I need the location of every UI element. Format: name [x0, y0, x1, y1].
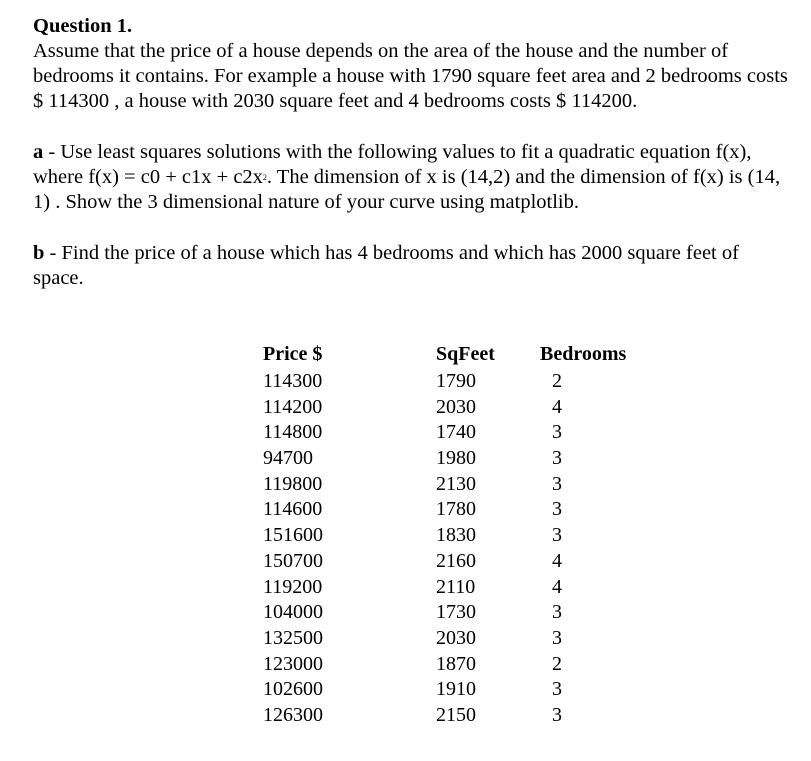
table-body: [263, 370, 650, 730]
house-data-table: [263, 343, 650, 730]
table-row: [263, 524, 650, 550]
sqfeet-cell: 2130: [436, 472, 476, 495]
table-row: [263, 550, 650, 576]
part-a-text-end: . The dimension of x is (14,2) and the dimension of f(x) is (14, 1) . Show the 3 dimensional nature of your curve using matplotlib.: [33, 166, 781, 213]
part-b-letter: b: [33, 242, 45, 264]
price-cell: 114800: [263, 421, 323, 444]
part-a-exponent: 2: [262, 173, 267, 182]
table-row: [263, 396, 650, 422]
bedrooms-cell: 3: [552, 703, 562, 726]
price-cell: 151600: [263, 524, 323, 547]
price-cell: 114600: [263, 498, 323, 521]
part-a: [33, 140, 793, 215]
bedrooms-cell: 3: [552, 421, 562, 444]
price-cell: 132500: [263, 626, 323, 649]
table-row: [263, 678, 650, 704]
bedrooms-cell: 4: [552, 575, 562, 598]
header-bedrooms: Bedrooms: [540, 343, 627, 365]
price-cell: 119200: [263, 575, 323, 598]
table-row: [263, 473, 650, 499]
sqfeet-cell: 1870: [436, 652, 476, 675]
price-cell: 123000: [263, 652, 323, 675]
sqfeet-cell: 1910: [436, 678, 476, 701]
table-row: [263, 498, 650, 524]
table-row: [263, 576, 650, 602]
bedrooms-cell: 3: [552, 524, 562, 547]
bedrooms-cell: 3: [552, 472, 562, 495]
table-row: [263, 447, 650, 473]
bedrooms-cell: 2: [552, 370, 562, 392]
bedrooms-cell: 3: [552, 447, 562, 470]
table-row: [263, 421, 650, 447]
header-sqfeet: SqFeet: [436, 343, 495, 365]
part-a-text: - Use least squares solutions with the following values to fit a quadratic equation f(x), where f(x) = c0 + c1x + c2x: [33, 141, 752, 188]
price-cell: 102600: [263, 678, 323, 701]
sqfeet-cell: 1980: [436, 447, 476, 470]
bedrooms-cell: 2: [552, 652, 562, 675]
price-cell: 126300: [263, 703, 323, 726]
question-title: Question 1.: [33, 15, 133, 37]
part-b: [33, 241, 793, 291]
table-row: [263, 601, 650, 627]
bedrooms-cell: 3: [552, 626, 562, 649]
bedrooms-cell: 3: [552, 678, 562, 701]
price-cell: 94700: [263, 447, 313, 470]
sqfeet-cell: 1730: [436, 601, 476, 624]
table-row: [263, 653, 650, 679]
sqfeet-cell: 1780: [436, 498, 476, 521]
bedrooms-cell: 4: [552, 549, 562, 572]
bedrooms-cell: 3: [552, 601, 562, 624]
bedrooms-cell: 4: [552, 395, 562, 418]
table-header-row: [263, 343, 650, 370]
document-body: [33, 14, 793, 291]
sqfeet-cell: 1830: [436, 524, 476, 547]
sqfeet-cell: 2030: [436, 626, 476, 649]
table-row: [263, 370, 650, 396]
price-cell: 114200: [263, 395, 323, 418]
price-cell: 114300: [263, 370, 323, 392]
sqfeet-cell: 2150: [436, 703, 476, 726]
sqfeet-cell: 1740: [436, 421, 476, 444]
table-row: [263, 704, 650, 730]
price-cell: 104000: [263, 601, 323, 624]
part-b-text: - Find the price of a house which has 4 bedrooms and which has 2000 square feet of space.: [33, 242, 739, 289]
sqfeet-cell: 2160: [436, 549, 476, 572]
sqfeet-cell: 2030: [436, 395, 476, 418]
sqfeet-cell: 1790: [436, 370, 476, 392]
question-intro: Assume that the price of a house depends on the area of the house and the number of bedrooms it contains. For example a house with 1790 square feet area and 2 bedrooms costs $ 114300 , a house with 2030 square feet and 4 bedrooms costs $ 114200.: [33, 40, 788, 112]
price-cell: 119800: [263, 472, 323, 495]
table-row: [263, 627, 650, 653]
header-price: Price $: [263, 343, 323, 365]
part-a-letter: a: [33, 141, 44, 163]
sqfeet-cell: 2110: [436, 575, 476, 598]
price-cell: 150700: [263, 549, 323, 572]
bedrooms-cell: 3: [552, 498, 562, 521]
